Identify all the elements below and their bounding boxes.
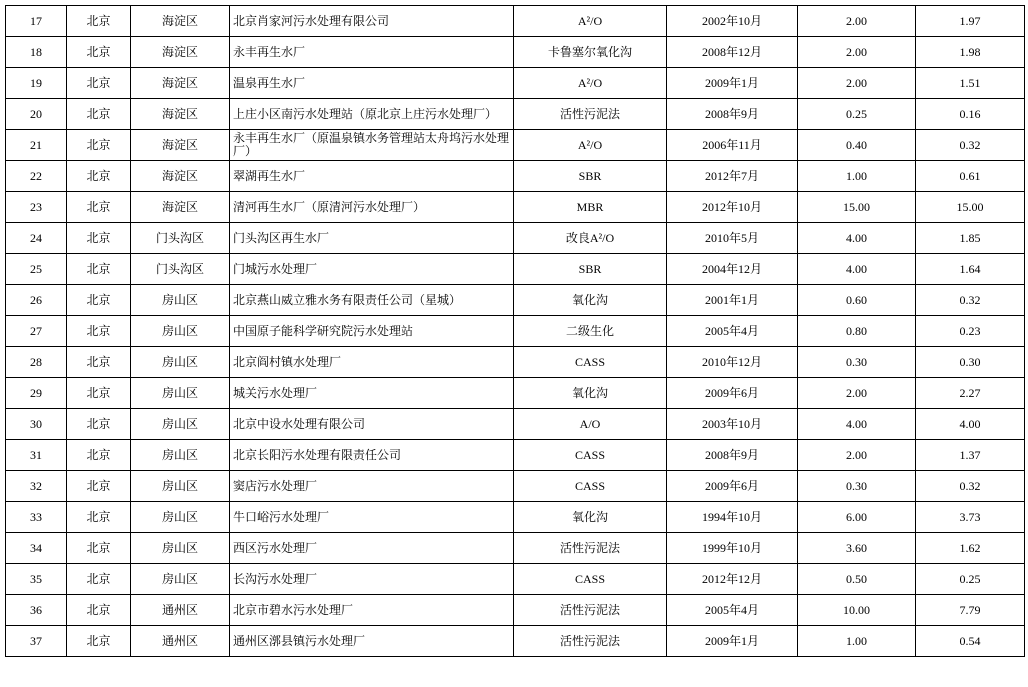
cell-date: 2012年10月 [667,192,798,223]
cell-capacity: 2.00 [798,37,916,68]
cell-actual: 1.64 [916,254,1025,285]
table-row [6,161,1025,192]
cell-row-number: 23 [6,192,67,223]
table-row [6,471,1025,502]
cell-actual: 1.37 [916,440,1025,471]
table-row [6,564,1025,595]
cell-capacity: 0.30 [798,347,916,378]
table-row [6,595,1025,626]
cell-process: 氧化沟 [514,502,667,533]
cell-process: 活性污泥法 [514,626,667,657]
cell-plant-name: 窦店污水处理厂 [230,471,514,502]
cell-plant-name: 北京阎村镇水处理厂 [230,347,514,378]
cell-date: 2010年5月 [667,223,798,254]
cell-district: 海淀区 [131,37,230,68]
cell-district: 房山区 [131,533,230,564]
cell-district: 房山区 [131,440,230,471]
cell-process: A²/O [514,6,667,37]
cell-plant-name: 北京中设水处理有限公司 [230,409,514,440]
cell-row-number: 36 [6,595,67,626]
cell-row-number: 32 [6,471,67,502]
table-row [6,626,1025,657]
cell-plant-name: 上庄小区南污水处理站（原北京上庄污水处理厂） [230,99,514,130]
cell-process: 卡鲁塞尔氧化沟 [514,37,667,68]
cell-actual: 0.23 [916,316,1025,347]
cell-capacity: 0.40 [798,130,916,161]
cell-capacity: 3.60 [798,533,916,564]
table-row [6,378,1025,409]
table-row [6,285,1025,316]
cell-process: SBR [514,161,667,192]
cell-process: CASS [514,440,667,471]
cell-district: 海淀区 [131,6,230,37]
cell-actual: 15.00 [916,192,1025,223]
cell-date: 2002年10月 [667,6,798,37]
cell-district: 房山区 [131,564,230,595]
cell-row-number: 24 [6,223,67,254]
cell-city: 北京 [67,6,131,37]
wastewater-plant-table [5,5,1025,657]
cell-city: 北京 [67,471,131,502]
cell-city: 北京 [67,626,131,657]
cell-capacity: 1.00 [798,626,916,657]
cell-district: 海淀区 [131,161,230,192]
cell-capacity: 2.00 [798,68,916,99]
cell-actual: 1.62 [916,533,1025,564]
cell-district: 海淀区 [131,99,230,130]
cell-district: 门头沟区 [131,254,230,285]
cell-district: 房山区 [131,471,230,502]
cell-process: CASS [514,347,667,378]
cell-row-number: 17 [6,6,67,37]
cell-actual: 3.73 [916,502,1025,533]
cell-plant-name: 温泉再生水厂 [230,68,514,99]
cell-actual: 0.32 [916,130,1025,161]
cell-city: 北京 [67,192,131,223]
cell-city: 北京 [67,533,131,564]
cell-capacity: 0.30 [798,471,916,502]
cell-capacity: 15.00 [798,192,916,223]
cell-actual: 0.25 [916,564,1025,595]
table-row [6,316,1025,347]
cell-row-number: 26 [6,285,67,316]
cell-actual: 1.85 [916,223,1025,254]
table-row [6,192,1025,223]
cell-city: 北京 [67,223,131,254]
cell-plant-name: 通州区漷县镇污水处理厂 [230,626,514,657]
table-row [6,37,1025,68]
cell-process: MBR [514,192,667,223]
cell-actual: 0.30 [916,347,1025,378]
cell-date: 2009年1月 [667,68,798,99]
cell-city: 北京 [67,502,131,533]
cell-actual: 0.16 [916,99,1025,130]
cell-row-number: 25 [6,254,67,285]
cell-date: 2005年4月 [667,595,798,626]
cell-row-number: 28 [6,347,67,378]
cell-capacity: 0.25 [798,99,916,130]
cell-capacity: 0.50 [798,564,916,595]
cell-row-number: 37 [6,626,67,657]
cell-actual: 0.54 [916,626,1025,657]
cell-capacity: 4.00 [798,223,916,254]
table-row [6,533,1025,564]
cell-plant-name: 门头沟区再生水厂 [230,223,514,254]
cell-row-number: 35 [6,564,67,595]
cell-process: 活性污泥法 [514,533,667,564]
cell-date: 2008年9月 [667,99,798,130]
cell-capacity: 6.00 [798,502,916,533]
cell-actual: 2.27 [916,378,1025,409]
cell-city: 北京 [67,161,131,192]
cell-city: 北京 [67,99,131,130]
cell-capacity: 1.00 [798,161,916,192]
cell-plant-name: 门城污水处理厂 [230,254,514,285]
cell-plant-name: 北京市碧水污水处理厂 [230,595,514,626]
cell-actual: 7.79 [916,595,1025,626]
cell-city: 北京 [67,347,131,378]
table-row [6,440,1025,471]
cell-capacity: 4.00 [798,254,916,285]
cell-plant-name: 牛口峪污水处理厂 [230,502,514,533]
cell-date: 2012年7月 [667,161,798,192]
cell-city: 北京 [67,440,131,471]
cell-capacity: 0.60 [798,285,916,316]
cell-actual: 0.32 [916,285,1025,316]
cell-row-number: 20 [6,99,67,130]
cell-plant-name: 中国原子能科学研究院污水处理站 [230,316,514,347]
cell-row-number: 30 [6,409,67,440]
cell-plant-name: 翠湖再生水厂 [230,161,514,192]
cell-district: 海淀区 [131,130,230,161]
table-row [6,502,1025,533]
cell-process: 氧化沟 [514,378,667,409]
cell-process: 改良A²/O [514,223,667,254]
cell-city: 北京 [67,564,131,595]
cell-row-number: 29 [6,378,67,409]
cell-date: 2006年11月 [667,130,798,161]
cell-city: 北京 [67,378,131,409]
cell-capacity: 4.00 [798,409,916,440]
cell-process: A²/O [514,130,667,161]
cell-date: 2003年10月 [667,409,798,440]
cell-district: 海淀区 [131,68,230,99]
cell-date: 2008年9月 [667,440,798,471]
cell-district: 房山区 [131,502,230,533]
cell-row-number: 22 [6,161,67,192]
table-row [6,6,1025,37]
cell-city: 北京 [67,254,131,285]
cell-process: 活性污泥法 [514,595,667,626]
cell-date: 2001年1月 [667,285,798,316]
cell-capacity: 2.00 [798,440,916,471]
cell-plant-name: 北京肖家河污水处理有限公司 [230,6,514,37]
cell-city: 北京 [67,130,131,161]
cell-plant-name: 永丰再生水厂 [230,37,514,68]
cell-date: 2005年4月 [667,316,798,347]
cell-capacity: 2.00 [798,378,916,409]
table-row [6,68,1025,99]
cell-district: 通州区 [131,626,230,657]
cell-plant-name: 北京燕山威立雅水务有限责任公司（星城） [230,285,514,316]
cell-city: 北京 [67,409,131,440]
cell-date: 2009年6月 [667,471,798,502]
cell-district: 海淀区 [131,192,230,223]
cell-row-number: 33 [6,502,67,533]
cell-actual: 1.51 [916,68,1025,99]
cell-process: SBR [514,254,667,285]
cell-plant-name: 清河再生水厂（原清河污水处理厂） [230,192,514,223]
cell-process: 氧化沟 [514,285,667,316]
cell-date: 2004年12月 [667,254,798,285]
cell-process: CASS [514,471,667,502]
cell-city: 北京 [67,68,131,99]
cell-capacity: 2.00 [798,6,916,37]
cell-row-number: 27 [6,316,67,347]
cell-date: 1999年10月 [667,533,798,564]
cell-actual: 0.61 [916,161,1025,192]
cell-capacity: 0.80 [798,316,916,347]
cell-actual: 1.98 [916,37,1025,68]
cell-row-number: 34 [6,533,67,564]
table-row [6,254,1025,285]
cell-process: CASS [514,564,667,595]
cell-plant-name: 长沟污水处理厂 [230,564,514,595]
cell-date: 2012年12月 [667,564,798,595]
cell-plant-name: 城关污水处理厂 [230,378,514,409]
table-row [6,409,1025,440]
table-row [6,223,1025,254]
cell-row-number: 31 [6,440,67,471]
cell-date: 2009年6月 [667,378,798,409]
cell-city: 北京 [67,37,131,68]
cell-district: 房山区 [131,285,230,316]
table-row [6,347,1025,378]
cell-district: 通州区 [131,595,230,626]
cell-city: 北京 [67,316,131,347]
cell-row-number: 18 [6,37,67,68]
cell-plant-name: 西区污水处理厂 [230,533,514,564]
cell-district: 房山区 [131,316,230,347]
cell-actual: 4.00 [916,409,1025,440]
cell-row-number: 19 [6,68,67,99]
cell-city: 北京 [67,595,131,626]
cell-district: 门头沟区 [131,223,230,254]
wastewater-plant-table-sheet [5,5,1025,657]
cell-process: 活性污泥法 [514,99,667,130]
table-row [6,130,1025,161]
cell-process: 二级生化 [514,316,667,347]
cell-date: 2008年12月 [667,37,798,68]
cell-process: A/O [514,409,667,440]
cell-date: 2009年1月 [667,626,798,657]
cell-process: A²/O [514,68,667,99]
cell-plant-name: 北京长阳污水处理有限责任公司 [230,440,514,471]
cell-plant-name: 永丰再生水厂（原温泉镇水务管理站太舟坞污水处理厂） [230,130,514,161]
cell-date: 1994年10月 [667,502,798,533]
cell-city: 北京 [67,285,131,316]
cell-actual: 0.32 [916,471,1025,502]
table-row [6,99,1025,130]
cell-district: 房山区 [131,378,230,409]
table-body [6,6,1025,657]
cell-actual: 1.97 [916,6,1025,37]
cell-row-number: 21 [6,130,67,161]
cell-date: 2010年12月 [667,347,798,378]
cell-district: 房山区 [131,409,230,440]
cell-district: 房山区 [131,347,230,378]
cell-capacity: 10.00 [798,595,916,626]
